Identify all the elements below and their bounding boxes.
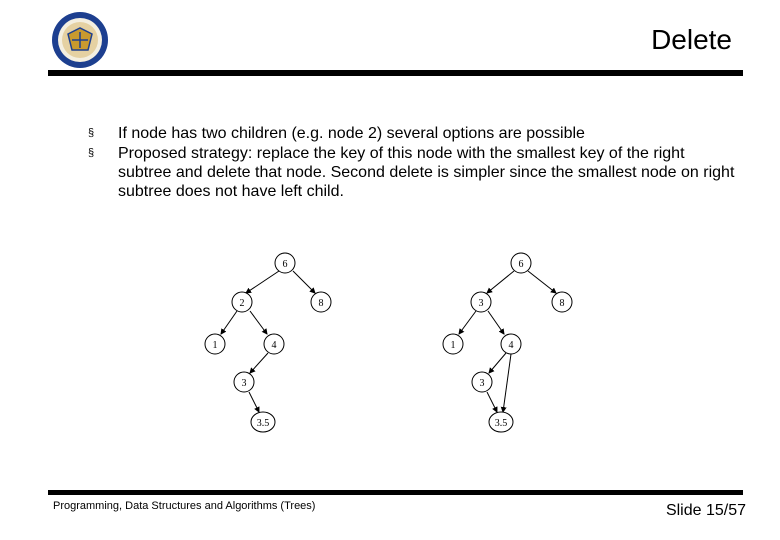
slide-title: Delete xyxy=(651,24,732,55)
right-node-3b: 3 xyxy=(479,378,485,389)
left-node-3: 3 xyxy=(241,378,247,389)
bullet-text: Proposed strategy: replace the key of this node with the smallest key of the right subtree and delete that node. Second delete is simpler since the smallest node on right subtree does not have left child. xyxy=(118,145,735,200)
tree-diagrams xyxy=(180,240,600,440)
bullet-marker: § xyxy=(88,127,95,139)
right-node-6: 6 xyxy=(518,259,524,270)
left-node-1: 1 xyxy=(212,340,218,351)
left-node-4: 4 xyxy=(271,340,277,351)
bullet-marker: § xyxy=(88,147,95,159)
footer-course-title: Programming, Data Structures and Algorithms (Trees) xyxy=(53,500,316,512)
right-node-8: 8 xyxy=(559,298,565,309)
right-node-4: 4 xyxy=(508,340,514,351)
left-node-2: 2 xyxy=(239,298,245,309)
right-node-3-5: 3.5 xyxy=(494,418,508,429)
bullet-list xyxy=(88,124,738,202)
left-node-8: 8 xyxy=(318,298,324,309)
left-node-6: 6 xyxy=(282,259,288,270)
right-node-3: 3 xyxy=(478,298,484,309)
left-tree-nodes xyxy=(205,253,331,432)
right-tree-nodes xyxy=(443,253,572,432)
bullet-text: If node has two children (e.g. node 2) several options are possible xyxy=(118,125,585,142)
bullet-item xyxy=(88,144,738,201)
bullet-item xyxy=(88,124,738,143)
right-node-1: 1 xyxy=(450,340,456,351)
footer-divider xyxy=(48,490,743,495)
header-divider xyxy=(48,70,743,76)
left-node-3-5: 3.5 xyxy=(256,418,270,429)
university-seal-logo xyxy=(50,10,110,70)
slide-number: Slide 15/57 xyxy=(665,502,746,519)
